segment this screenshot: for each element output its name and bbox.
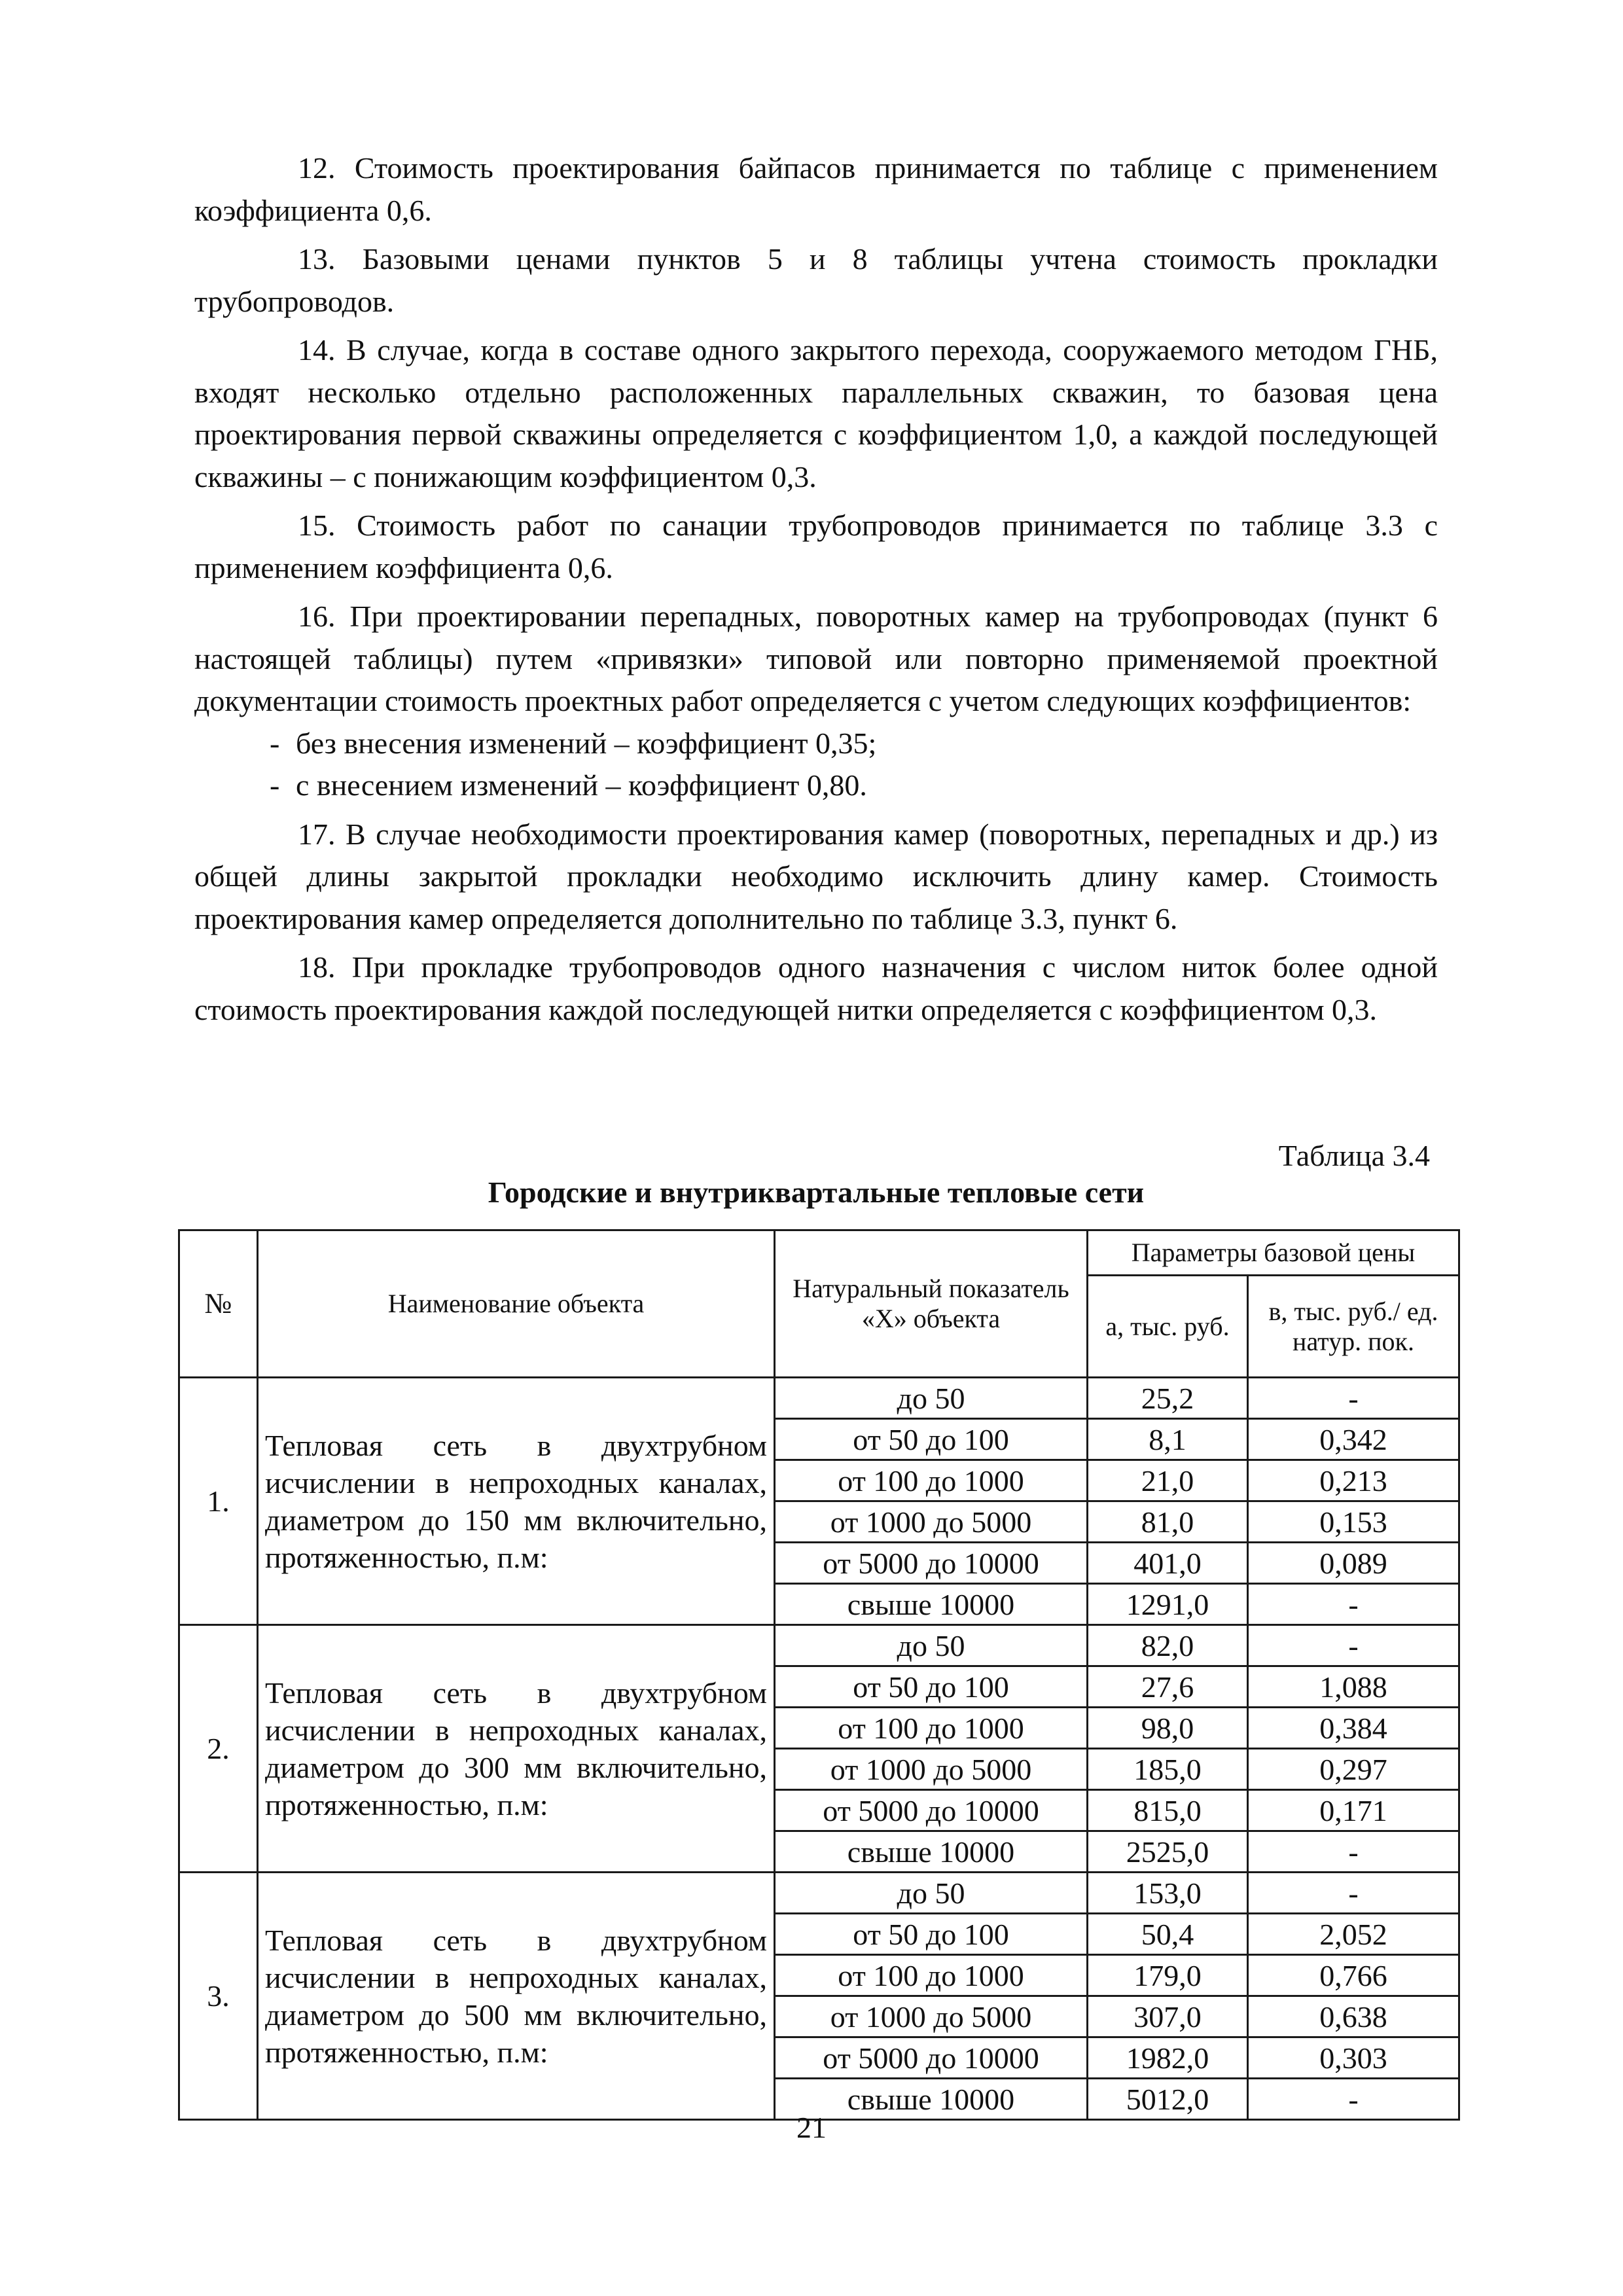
object-name: Тепловая сеть в двухтрубном исчислении в непроходных каналах, диаметром до 300 мм включительно, протяженностью, п.м: — [258, 1625, 775, 1873]
price-a: 81,0 — [1088, 1501, 1248, 1543]
price-a: 2525,0 — [1088, 1831, 1248, 1873]
indicator-range: от 50 до 100 — [775, 1419, 1088, 1460]
paragraph-13: 13. Базовыми ценами пунктов 5 и 8 таблицы учтена стоимость прокладки трубопроводов. — [194, 242, 1438, 318]
indicator-range: от 100 до 1000 — [775, 1708, 1088, 1749]
indicator-range: от 1000 до 5000 — [775, 1749, 1088, 1790]
header-a: а, тыс. руб. — [1088, 1276, 1248, 1378]
price-a: 815,0 — [1088, 1790, 1248, 1831]
price-b: 0,213 — [1248, 1460, 1459, 1501]
price-a: 50,4 — [1088, 1914, 1248, 1955]
price-a: 1291,0 — [1088, 1584, 1248, 1625]
indicator-range: свыше 10000 — [775, 1584, 1088, 1625]
paragraph-16: 16. При проектировании перепадных, поворотных камер на трубопроводах (пункт 6 настоящей таблицы) путем «привязки» типовой или повторно применяемой проектной документации стоимость проектных работ определяется с учетом следующих коэффициентов: — [194, 600, 1438, 717]
header-name: Наименование объекта — [258, 1230, 775, 1378]
indicator-range: свыше 10000 — [775, 2079, 1088, 2120]
table-body — [179, 1378, 1459, 2120]
paragraph-17: 17. В случае необходимости проектирования камер (поворотных, перепадных и др.) из общей длины закрытой прокладки необходимо исключить длину камер. Стоимость проектирования камер определяется дополнительно по таблице 3.3, пункт 6. — [194, 817, 1438, 935]
price-a: 98,0 — [1088, 1708, 1248, 1749]
price-table — [178, 1229, 1460, 2121]
header-num: № — [179, 1230, 258, 1378]
paragraph-15: 15. Стоимость работ по санации трубопроводов принимается по таблице 3.3 с применением коэффициента 0,6. — [194, 509, 1438, 584]
price-b: - — [1248, 1625, 1459, 1666]
indicator-range: от 5000 до 10000 — [775, 1543, 1088, 1584]
list-item: - с внесением изменений – коэффициент 0,80. — [194, 764, 1438, 807]
indicator-range: до 50 — [775, 1625, 1088, 1666]
header-indicator: Натуральный показатель «Х» объекта — [775, 1230, 1088, 1378]
price-b: 0,638 — [1248, 1996, 1459, 2037]
price-a: 185,0 — [1088, 1749, 1248, 1790]
price-a: 401,0 — [1088, 1543, 1248, 1584]
indicator-range: до 50 — [775, 1378, 1088, 1419]
price-b: - — [1248, 1584, 1459, 1625]
price-b: - — [1248, 2079, 1459, 2120]
indicator-range: от 50 до 100 — [775, 1666, 1088, 1708]
price-b: 0,384 — [1248, 1708, 1459, 1749]
price-b: - — [1248, 1831, 1459, 1873]
table-title: Городские и внутриквартальные тепловые сети — [488, 1175, 1145, 1209]
table-row — [179, 1873, 1459, 1914]
price-b: - — [1248, 1378, 1459, 1419]
price-a: 1982,0 — [1088, 2037, 1248, 2079]
indicator-range: от 100 до 1000 — [775, 1955, 1088, 1996]
price-b: 0,342 — [1248, 1419, 1459, 1460]
price-a: 27,6 — [1088, 1666, 1248, 1708]
indicator-range: от 1000 до 5000 — [775, 1501, 1088, 1543]
price-b: 0,089 — [1248, 1543, 1459, 1584]
paragraph-14: 14. В случае, когда в составе одного закрытого перехода, сооружаемого методом ГНБ, входят несколько отдельно расположенных параллельных скважин, то базовая цена проектирования первой скважины определяется с коэффициентом 1,0, а каждой последующей скважины – с понижающим коэффициентом 0,3. — [194, 333, 1438, 493]
price-a: 82,0 — [1088, 1625, 1248, 1666]
indicator-range: свыше 10000 — [775, 1831, 1088, 1873]
object-name: Тепловая сеть в двухтрубном исчислении в непроходных каналах, диаметром до 500 мм включительно, протяженностью, п.м: — [258, 1873, 775, 2120]
price-a: 153,0 — [1088, 1873, 1248, 1914]
list-item: - без внесения изменений – коэффициент 0,35; — [194, 723, 1438, 765]
paragraph-12: 12. Стоимость проектирования байпасов принимается по таблице с применением коэффициента 0,6. — [194, 151, 1438, 227]
header-params: Параметры базовой цены — [1088, 1230, 1459, 1276]
indicator-range: от 1000 до 5000 — [775, 1996, 1088, 2037]
header-b: в, тыс. руб./ ед. натур. пок. — [1248, 1276, 1459, 1378]
price-a: 307,0 — [1088, 1996, 1248, 2037]
object-name: Тепловая сеть в двухтрубном исчислении в непроходных каналах, диаметром до 150 мм включительно, протяженностью, п.м: — [258, 1378, 775, 1625]
table-row — [179, 1625, 1459, 1666]
row-number: 2. — [179, 1625, 258, 1873]
body-text — [194, 147, 1438, 1037]
price-b: 0,153 — [1248, 1501, 1459, 1543]
indicator-range: от 100 до 1000 — [775, 1460, 1088, 1501]
price-a: 5012,0 — [1088, 2079, 1248, 2120]
indicator-range: от 50 до 100 — [775, 1914, 1088, 1955]
indicator-range: от 5000 до 10000 — [775, 1790, 1088, 1831]
price-b: 0,297 — [1248, 1749, 1459, 1790]
indicator-range: до 50 — [775, 1873, 1088, 1914]
price-b: - — [1248, 1873, 1459, 1914]
price-b: 0,766 — [1248, 1955, 1459, 1996]
coefficient-list — [194, 723, 1438, 807]
table-label: Таблица 3.4 — [1278, 1139, 1430, 1172]
price-b: 0,171 — [1248, 1790, 1459, 1831]
paragraph-18: 18. При прокладке трубопроводов одного назначения с числом ниток более одной стоимость проектирования каждой последующей нитки определяется с коэффициентом 0,3. — [194, 950, 1438, 1026]
price-a: 21,0 — [1088, 1460, 1248, 1501]
price-b: 2,052 — [1248, 1914, 1459, 1955]
row-number: 3. — [179, 1873, 258, 2120]
indicator-range: от 5000 до 10000 — [775, 2037, 1088, 2079]
price-b: 1,088 — [1248, 1666, 1459, 1708]
table-row — [179, 1378, 1459, 1419]
price-b: 0,303 — [1248, 2037, 1459, 2079]
price-a: 179,0 — [1088, 1955, 1248, 1996]
page-number: 21 — [796, 2111, 827, 2144]
row-number: 1. — [179, 1378, 258, 1625]
price-a: 25,2 — [1088, 1378, 1248, 1419]
price-a: 8,1 — [1088, 1419, 1248, 1460]
